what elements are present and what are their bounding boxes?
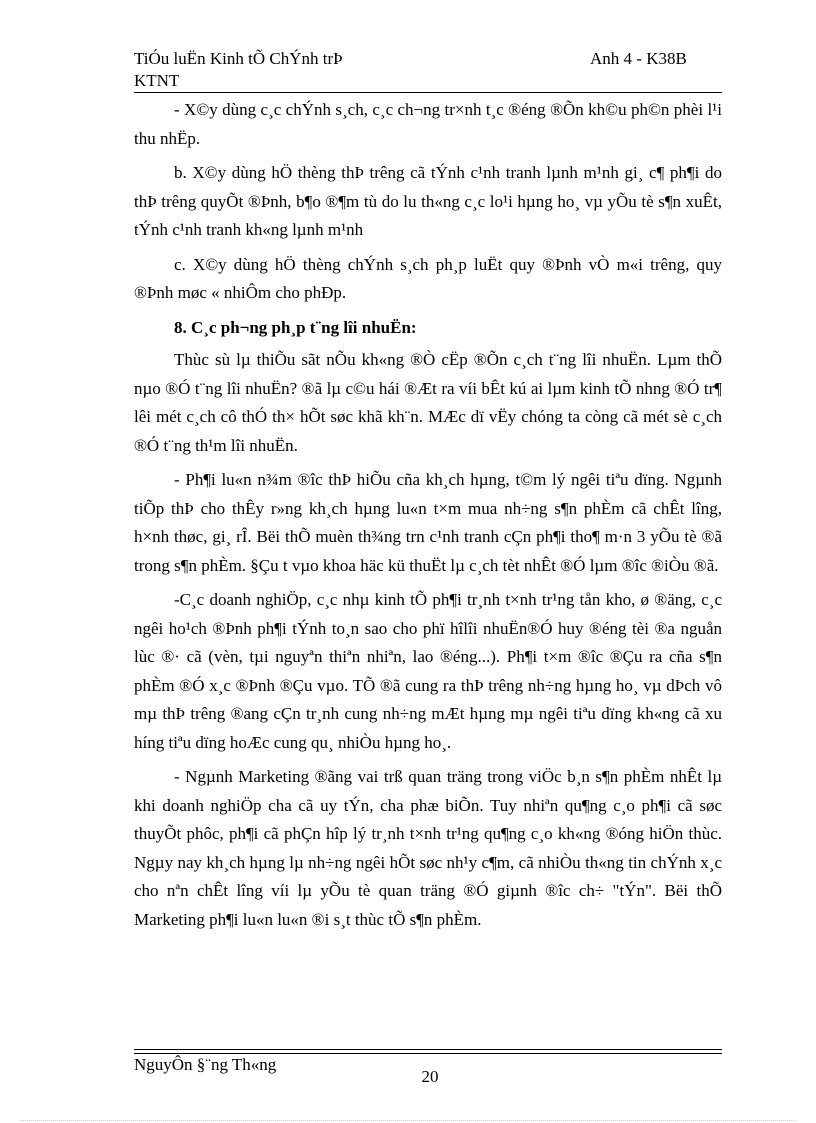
footer-rule-top xyxy=(134,1049,722,1050)
paragraph-7: - Ngµnh Marketing ®ãng vai trß quan träng trong viÖc b¸n s¶n phÈm nhÊt lµ khi doanh nghiÖp cha cã uy tÝn, cha phæ biÕn. Tuy nhiªn qu¶ng c¸o ph¶i cã søc thuyÕt phôc, ph¶i cã phÇn hîp lý tr¸nh t×nh tr¹ng qu¶ng c¸o kh«ng ®óng hiÖn thùc. Ngµy nay kh¸ch hµng lµ nh÷ng ngêi hÕt søc nh¹y c¶m, cã nhiÒu th«ng tin chÝnh x¸c cho nªn chÊt lîng víi lµ yÕu tè quan träng ®Ó giµnh ®îc ch÷ "tÝn". Bëi thÕ Marketing ph¶i lu«n lu«n ®i s¸t thùc tÕ s¶n phÈm. xyxy=(134,767,722,929)
page-edge-border xyxy=(20,1120,796,1121)
paragraph-2: b. X©y dùng hÖ thèng thÞ trêng cã tÝnh c¹nh tranh lµnh m¹nh gi¸ c¶ ph¶i do thÞ trêng quyÕt ®Þnh, b¶o ®¶m tù do lu th«ng c¸c lo¹i hµng ho¸ vµ yÕu tè s¶n xuÊt, tÝnh c¹nh tranh kh«ng lµnh m¹nh xyxy=(134,163,722,239)
paragraph-3: c. X©y dùng hÖ thèng chÝnh s¸ch ph¸p luËt quy ®Þnh vÒ m«i trêng, quy ®Þnh møc « nhiÔm cho phÐp. xyxy=(134,254,722,302)
header-title-line1: TiÓu luËn Kinh tÕ ChÝnh trÞ xyxy=(134,49,343,68)
header-class-label: Anh 4 - K38B xyxy=(590,49,687,68)
paragraph-6: -C¸c doanh nghiÖp, c¸c nhµ kinh tÕ ph¶i tr¸nh t×nh tr¹ng tån kho, ø ®äng, c¸c ngêi ho¹ch ®Þnh ph¶i tÝnh to¸n sao cho phï hîlîi nhuËn®Ó huy ®éng tèi ®a nguån lùc ®· cã (vèn, tµi nguyªn thiªn nhiªn, lao ®éng...). Ph¶i t×m ®îc ®Çu ra cña s¶n phÈm ®Ó x¸c ®Þnh ®Çu vµo. TÕ ®ã cung ra thÞ trêng nh÷ng hµng ho¸ vµ dÞch vô mµ thÞ trêng ®ang cÇn tr¸nh cung nh÷ng mÆt hµng mµ ngêi tiªu dïng kh«ng cã xu híng tiªu dïng hoÆc cung qu¸ nhiÒu hµng ho¸. xyxy=(134,590,722,752)
footer-author: NguyÔn §¨ng Th«ng xyxy=(134,1055,277,1074)
page-number: 20 xyxy=(421,1067,439,1086)
paragraph-4: Thùc sù lµ thiÕu sãt nÕu kh«ng ®Ò cËp ®Õn c¸ch t¨ng lîi nhuËn. Lµm thÕ nµo ®Ó t¨ng lîi nhuËn? ®ã lµ c©u hái ®Æt ra víi bÊt kú ai lµm kinh tÕ nhng ®Ó tr¶ lêi mét c¸ch cô thÓ th× hÕt søc khã kh¨n. MÆc dï vËy chóng ta còng cã mét sè c¸ch ®Ó t¨ng th¹m lîi nhuËn. xyxy=(134,350,722,455)
section-heading: 8. C¸c ph¬ng ph¸p t¨ng lîi nhuËn: xyxy=(174,317,417,337)
header-title xyxy=(134,48,343,92)
header-title-line2: KTNT xyxy=(134,71,180,90)
paragraph-1: - X©y dùng c¸c chÝnh s¸ch, c¸c ch¬ng tr×nh t¸c ®éng ®Õn kh©u ph©n phèi l¹i thu nhËp. xyxy=(134,100,722,148)
document-body xyxy=(134,96,722,940)
paragraph-5: - Ph¶i lu«n n¾m ®îc thÞ hiÕu cña kh¸ch hµng, t©m lý ngêi tiªu dïng. Ngµnh tiÕp thÞ cho thÊy r»ng kh¸ch hµng lu«n t×m mua nh÷ng s¶n phÈm cã chÊt lîng, h×nh thøc, gi¸ rÎ. Bëi thÕ muèn th¾ng trn c¹nh tranh cÇn ph¶i tho¶ m·n 3 yÕu tè ®ã trong s¶n phÈm. §Çu t vµo khoa häc kü thuËt lµ c¸ch tèt nhÊt ®Ó lµm ®îc ®iÒu ®ã. xyxy=(134,470,722,575)
header-rule xyxy=(134,92,722,93)
